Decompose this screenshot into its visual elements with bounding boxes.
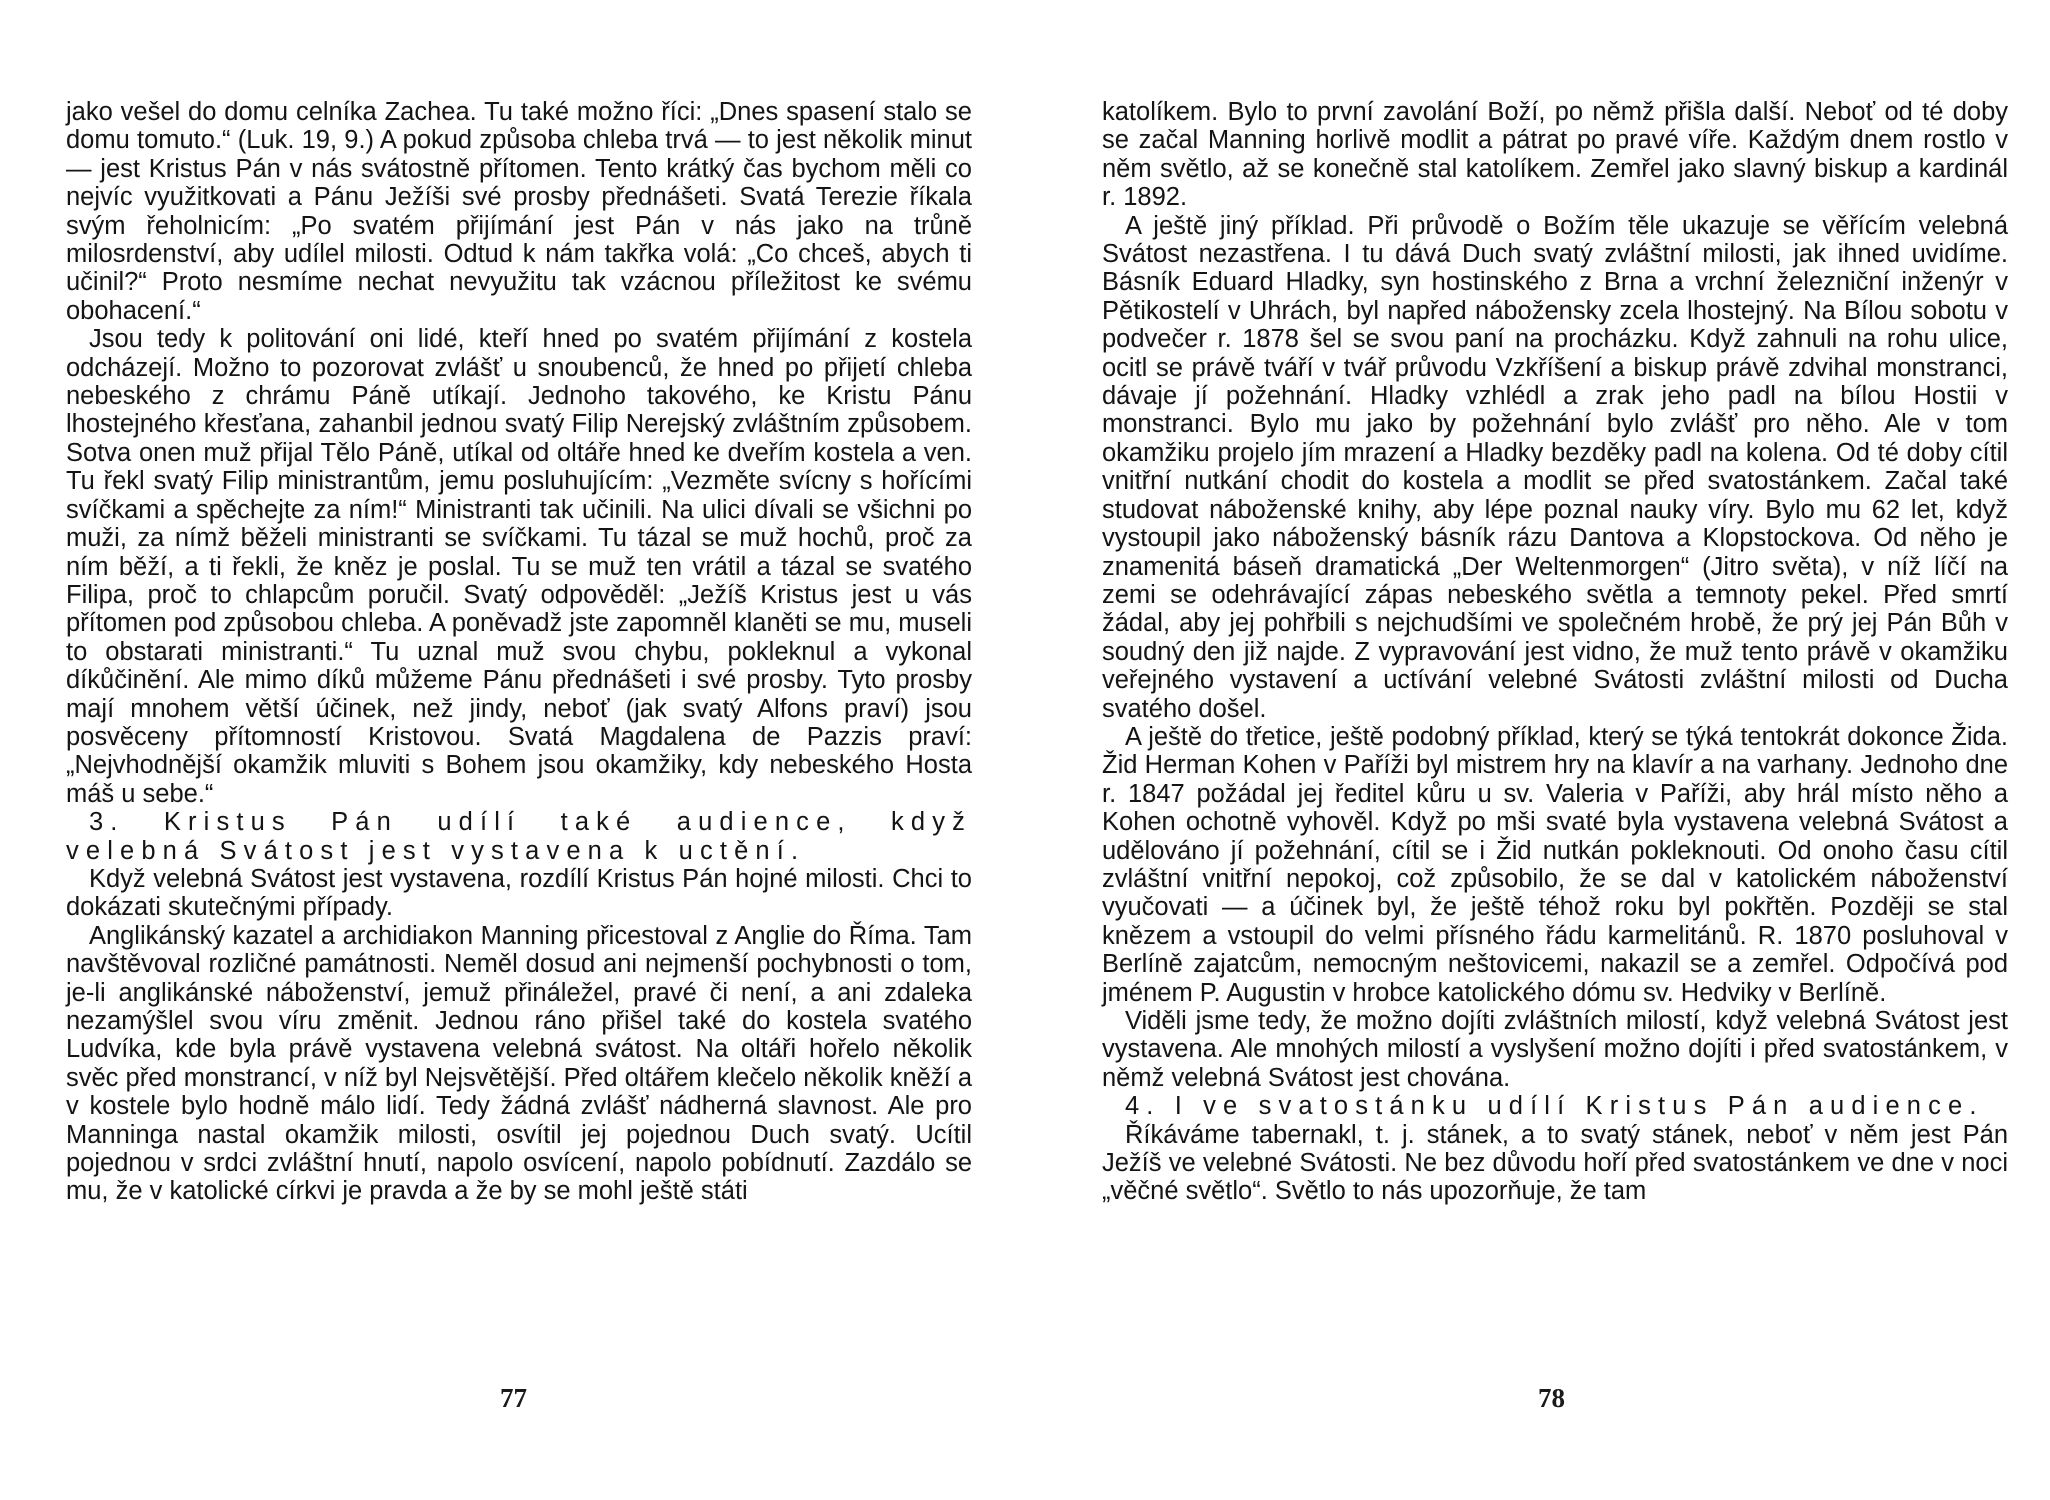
paragraph: Jsou tedy k politování oni lidé, kteří hned po svatém přijímání z kostela odcházejí. Možno to pozorovat zvlášť u snoubenců, že hned po přijetí chleba nebeského z chrámu Páně utíkají. Jednoho takového, ke Kristu Pánu lhostejného křesťana, zahanbil jednou svatý Filip Nerejský zvláštním způsobem. Sotva onen muž přijal Tělo Páně, utíkal od oltáře hned ke dveřím kostela a ven. Tu řekl svatý Filip ministrantům, jemu posluhujícím: „Vezměte svícny s hořícími svíčkami a spěchejte za ním!“ Ministranti tak učinili. Na ulici dívali se všichni po muži, za nímž běželi ministranti se svíčkami. Tu tázal se muž hochů, proč za ním běží, a ti řekli, že kněz je poslal. Tu se muž ten vrátil a tázal se svatého Filipa, proč to chlapcům poručil. Svatý odpověděl: „Ježíš Kristus jest u vás přítomen pod způsobou chleba. A poněvadž jste zapomněl klaněti se mu, museli to obstarati ministranti.“ Tu uznal muž svou chybu, pokleknul a vykonal díkůčinění. Ale mimo díků můžeme Pánu přednášeti i své prosby. Tyto prosby mají mnohem větší účinek, než jindy, neboť (jak svatý Alfons praví) jsou posvěceny přítomností Kristovou. Svatá Magdalena de Pazzis praví: „Nejvhodnější okamžik mluviti s Bohem jsou okamžiky, kdy nebeského Hosta máš u sebe.“ [66, 325, 972, 808]
page-number-right: 78 [1538, 1383, 1565, 1413]
paragraph: Viděli jsme tedy, že možno dojíti zvláštních milostí, když velebná Svátost jest vystavena. Ale mnohých milostí a vyslyšení možno dojíti i před svatostánkem, v němž velebná Svátost jest chována. [1102, 1007, 2008, 1092]
paragraph: A ještě jiný příklad. Při průvodě o Božím těle ukazuje se věřícím velebná Svátost nezastřena. I tu dává Duch svatý zvláštní milosti, jak ihned uvidíme. Básník Eduard Hladky, syn hostinského z Brna a vrchní železniční inženýr v Pětikostelí v Uhrách, byl napřed nábožensky zcela lhostejný. Na Bílou sobotu v podvečer r. 1878 šel se svou paní na procházku. Když zahnuli na rohu ulice, ocitl se právě tváří v tvář průvodu Vzkříšení a biskup právě zdvihal monstranci, dávaje jí požehnání. Hladky vzhlédl a zrak jeho padl na bílou Hostii v monstranci. Bylo mu jako by požehnání bylo zvlášť pro něho. Ale v tom okamžiku projelo jím mrazení a Hladky bezděky padl na kolena. Od té doby cítil vnitřní nutkání chodit do kostela a modlit se před svatostánkem. Začal také studovat náboženské knihy, aby lépe poznal nauky víry. Bylo mu 62 let, když vystoupil jako náboženský básník rázu Dantova a Klopstockova. Od něho je znamenitá báseň dramatická „Der Weltenmorgen“ (Jitro světa), v níž líčí na zemi se odehrávající zápas nebeského světla a temnoty pekel. Před smrtí žádal, aby jej pohřbili s nejchudšími ve společném hrobě, že prý jej Pán Bůh v soudný den již najde. Z vypravování jest vidno, že muž tento právě v okamžiku veřejného vystavení a uctívání velebné Svátosti zvláštní milosti od Ducha svatého došel. [1102, 211, 2008, 723]
paragraph: katolíkem. Bylo to první zavolání Boží, po němž přišla další. Neboť od té doby se začal Manning horlivě modlit a pátrat po pravé víře. Každým dnem rostlo v něm světlo, až se konečně stal katolíkem. Zemřel jako slavný biskup a kardinál r. 1892. [1102, 98, 2008, 212]
paragraph: Anglikánský kazatel a archidiakon Manning přicestoval z Anglie do Říma. Tam navštěvoval rozličné památnosti. Neměl dosud ani nejmenší pochybnosti o tom, je-li anglikánské náboženství, jemuž přináležel, pravé či není, a ani zdaleka nezamýšlel svou víru změnit. Jednou ráno přišel také do kostela svatého Ludvíka, kde byla právě vystavena velebná svátost. Na oltáři hořelo několik svěc před monstrancí, v níž byl Nejsvětější. Před oltářem klečelo několik kněží a v kostele bylo hodně málo lidí. Tedy žádná zvlášť nádherná slavnost. Ale pro Manninga nastal okamžik milosti, osvítil jej pojednou Duch svatý. Ucítil pojednou v srdci zvláštní hnutí, napolo osvícení, napolo pobídnutí. Zazdálo se mu, že v katolické církvi je pravda a že by se mohl ještě státi [66, 921, 972, 1206]
section-heading: 3. Kristus Pán udílí také audience, když velebná Svátost jest vystavena k uctění. [66, 808, 972, 865]
right-page-text [1102, 98, 2008, 1206]
left-page [66, 98, 972, 1206]
right-page [1102, 98, 2008, 1206]
page-number-left: 77 [500, 1383, 527, 1413]
paragraph: Říkáváme tabernakl, t. j. stánek, a to svatý stánek, neboť v něm jest Pán Ježíš ve velebné Svátosti. Ne bez důvodu hoří před svatostánkem ve dne v noci „věčné světlo“. Světlo to nás upozorňuje, že tam [1102, 1120, 2008, 1206]
left-page-text [66, 98, 972, 1206]
section-heading: 4. I ve svatostánku udílí Kristus Pán audience. [1124, 1092, 1984, 1121]
paragraph: jako vešel do domu celníka Zachea. Tu také možno říci: „Dnes spasení stalo se domu tomuto.“ (Luk. 19, 9.) A pokud způsoba chleba trvá — to jest několik minut — jest Kristus Pán v nás svátostně přítomen. Tento krátký čas bychom měli co nejvíc využitkovati a Pánu Ježíši své prosby přednášeti. Svatá Terezie říkala svým řeholnicím: „Po svatém přijímání jest Pán v nás jako na trůně milosrdenství, aby udílel milosti. Odtud k nám takřka volá: „Co chceš, abych ti učinil?“ Proto nesmíme nechat nevyužitu tak vzácnou příležitost ke svému obohacení.“ [66, 98, 972, 325]
paragraph: Když velebná Svátost jest vystavena, rozdílí Kristus Pán hojné milosti. Chci to dokázati skutečnými případy. [66, 864, 972, 922]
paragraph: A ještě do třetice, ještě podobný příklad, který se týká tentokrát dokonce Žida. Žid Herman Kohen v Paříži byl mistrem hry na klavír a na varhany. Jednoho dne r. 1847 požádal jej ředitel kůru u sv. Valeria v Paříži, aby hrál místo něho a Kohen ochotně vyhověl. Když po mši svaté byla vystavena velebná Svátost a udělováno jí požehnání, cítil se i Žid nutkán pokleknouti. Od onoho času cítil zvláštní vnitřní nepokoj, což způsobilo, že se dal v katolickém náboženství vyučovati — a účinek byl, že ještě téhož roku byl pokřtěn. Později se stal knězem a vstoupil do velmi přísného řádu karmelitánů. R. 1870 posluhoval v Berlíně zajatcům, nemocným neštovicemi, nakazil se a zemřel. Odpočívá pod jménem P. Augustin v hrobce katolického dómu sv. Hedviky v Berlíně. [1102, 722, 2008, 1007]
